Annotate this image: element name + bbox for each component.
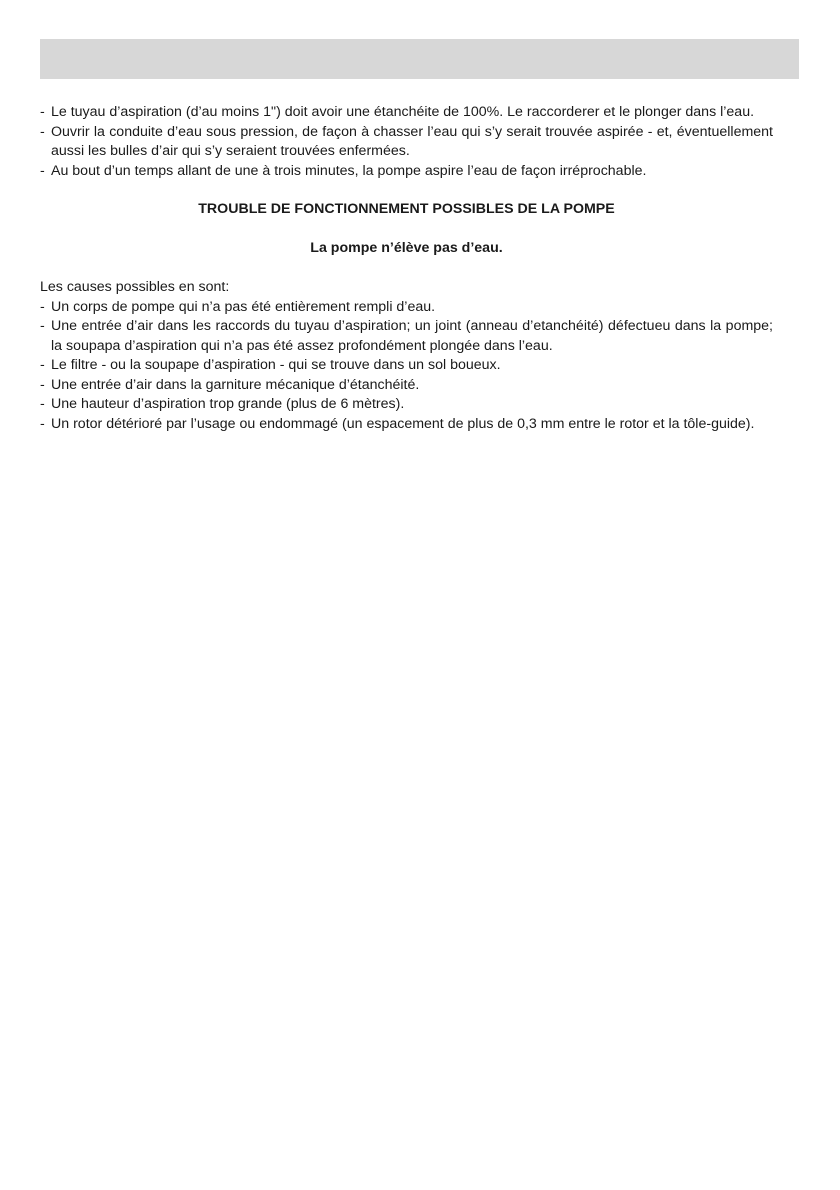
cause-item: - Une hauteur d’aspiration trop grande (plus de 6 mètres).	[40, 395, 773, 415]
cause-item: - Un rotor détérioré par l’usage ou endommagé (un espacement de plus de 0,3 mm entre le rotor et la tôle-guide).	[40, 415, 773, 435]
procedure-item: - Ouvrir la conduite d’eau sous pression, de façon à chasser l’eau qui s’y serait trouvée aspirée - et, éventuellement aussi les bulles d’air qui s’y seraient trouvées enfermées.	[40, 123, 773, 162]
causes-list	[40, 298, 773, 435]
document-body	[40, 103, 773, 434]
cause-item: - Un corps de pompe qui n’a pas été entièrement rempli d’eau.	[40, 298, 773, 318]
section-title: TROUBLE DE FONCTIONNEMENT POSSIBLES DE LA POMPE	[198, 201, 615, 217]
subtitle: La pompe n’élève pas d’eau.	[310, 239, 503, 256]
procedure-item: - Le tuyau d’aspiration (d’au moins 1") doit avoir une étanchéite de 100%. Le raccorderer et le plonger dans l’eau.	[40, 103, 773, 123]
procedure-list	[40, 103, 773, 181]
cause-item: - Une entrée d’air dans les raccords du tuyau d’aspiration; un joint (anneau d’etanchéité) défectueu dans la pompe; la soupapa d’aspiration qui n’a pas été assez profondément plongée dans l’eau.	[40, 317, 773, 356]
cause-item: - Une entrée d’air dans la garniture mécanique d’étanchéité.	[40, 376, 773, 396]
cause-item: - Le filtre - ou la soupape d’aspiration - qui se trouve dans un sol boueux.	[40, 356, 773, 376]
procedure-item: - Au bout d’un temps allant de une à trois minutes, la pompe aspire l’eau de façon irréprochable.	[40, 162, 773, 182]
header-bar	[40, 39, 799, 79]
causes-intro: Les causes possibles en sont:	[40, 279, 230, 295]
